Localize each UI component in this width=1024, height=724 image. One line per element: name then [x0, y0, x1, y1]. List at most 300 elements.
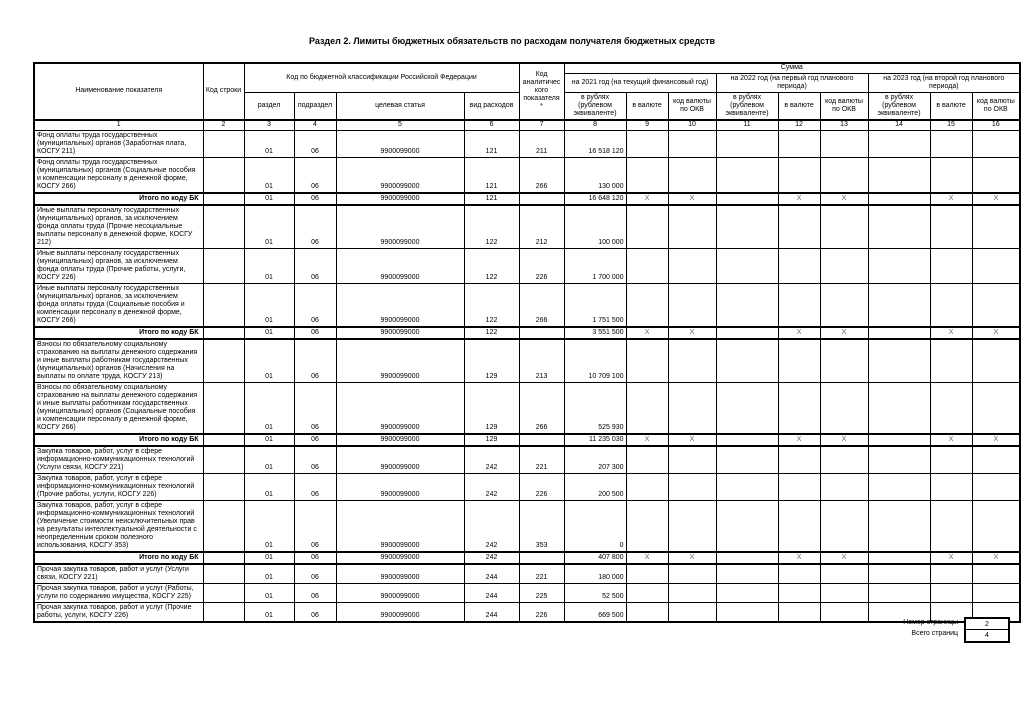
cell: 9900099000 — [336, 603, 464, 623]
cell — [716, 131, 778, 158]
cell: 242 — [464, 552, 519, 564]
cell — [930, 564, 972, 584]
cell: X — [778, 552, 820, 564]
table-row — [34, 564, 1020, 584]
cell: 3 551 500 — [564, 327, 626, 339]
header-row-numbers — [34, 120, 1020, 131]
cell: 129 — [464, 339, 519, 383]
cell — [203, 193, 244, 205]
cell — [626, 474, 668, 501]
cell — [930, 446, 972, 474]
col-header-year-2023: на 2023 год (на второй год планового периода) — [868, 73, 1020, 92]
cell: 52 500 — [564, 584, 626, 603]
col-number: 16 — [972, 120, 1020, 131]
row-name: Иные выплаты персоналу государственных (муниципальных) органов, за исключением фонда оплаты труда (Прочие работы, услуги, КОСГУ 226) — [34, 249, 203, 284]
cell: 01 — [244, 501, 294, 553]
cell — [868, 131, 930, 158]
cell: X — [972, 552, 1020, 564]
cell — [868, 249, 930, 284]
cell: 01 — [244, 564, 294, 584]
cell — [820, 501, 868, 553]
cell: 06 — [294, 158, 336, 194]
row-name: Иные выплаты персоналу государственных (муниципальных) органов, за исключением фонда оплаты труда (Социальные пособия и компенсации персоналу в денежной форме, КОСГУ 266) — [34, 284, 203, 328]
row-name: Фонд оплаты труда государственных (муниципальных) органов (Социальные пособия и компенсации персоналу в денежной форме, КОСГУ 266) — [34, 158, 203, 194]
cell — [868, 327, 930, 339]
cell — [868, 552, 930, 564]
cell: 266 — [519, 158, 564, 194]
cell: 669 500 — [564, 603, 626, 623]
cell: X — [778, 193, 820, 205]
col-header-rub-2021: в рублях (рублевом эквиваленте) — [564, 92, 626, 120]
cell — [820, 446, 868, 474]
cell — [972, 131, 1020, 158]
cell: 06 — [294, 131, 336, 158]
cell — [716, 434, 778, 446]
cell: 121 — [464, 158, 519, 194]
cell: 9900099000 — [336, 327, 464, 339]
cell — [820, 584, 868, 603]
cell — [820, 339, 868, 383]
cell — [930, 131, 972, 158]
cell: X — [972, 193, 1020, 205]
total-row-label: Итого по коду БК — [34, 434, 203, 446]
cell — [203, 564, 244, 584]
table-row — [34, 584, 1020, 603]
cell — [203, 501, 244, 553]
cell — [203, 249, 244, 284]
cell — [778, 603, 820, 623]
cell — [626, 501, 668, 553]
cell — [626, 131, 668, 158]
cell: 01 — [244, 339, 294, 383]
col-header-line-code: Код строки — [203, 63, 244, 120]
cell: 11 235 030 — [564, 434, 626, 446]
cell: 06 — [294, 584, 336, 603]
table-row — [34, 339, 1020, 383]
cell: 244 — [464, 564, 519, 584]
cell — [868, 383, 930, 435]
section-title: Раздел 2. Лимиты бюджетных обязательств по расходам получателя бюджетных средств — [308, 36, 716, 46]
cell — [203, 383, 244, 435]
cell: 10 709 100 — [564, 339, 626, 383]
col-header-year-2021: на 2021 год (на текущий финансовый год) — [564, 73, 716, 92]
cell: 06 — [294, 564, 336, 584]
col-number: 3 — [244, 120, 294, 131]
budget-limits-table — [33, 62, 1021, 623]
cell: 01 — [244, 131, 294, 158]
cell — [203, 205, 244, 249]
table-row — [34, 249, 1020, 284]
cell: 122 — [464, 205, 519, 249]
cell — [668, 339, 716, 383]
total-row — [34, 193, 1020, 205]
total-row-label: Итого по коду БК — [34, 193, 203, 205]
cell — [868, 501, 930, 553]
total-row — [34, 552, 1020, 564]
cell — [668, 158, 716, 194]
cell: 1 700 000 — [564, 249, 626, 284]
cell: 225 — [519, 584, 564, 603]
cell: 01 — [244, 552, 294, 564]
col-header-currency-2022: в валюте — [778, 92, 820, 120]
cell: X — [820, 327, 868, 339]
page-footer — [903, 617, 1010, 643]
cell: 01 — [244, 434, 294, 446]
cell — [930, 205, 972, 249]
cell — [820, 603, 868, 623]
cell — [203, 584, 244, 603]
cell — [626, 564, 668, 584]
header-row-1 — [34, 63, 1020, 73]
cell — [972, 249, 1020, 284]
table-row — [34, 131, 1020, 158]
cell — [778, 383, 820, 435]
cell — [668, 584, 716, 603]
cell: 06 — [294, 205, 336, 249]
cell — [203, 339, 244, 383]
cell: X — [972, 327, 1020, 339]
cell — [972, 339, 1020, 383]
col-header-expense-type: вид расходов — [464, 92, 519, 120]
cell: 01 — [244, 327, 294, 339]
cell — [778, 158, 820, 194]
cell: 121 — [464, 131, 519, 158]
cell: 06 — [294, 603, 336, 623]
col-number: 11 — [716, 120, 778, 131]
cell — [868, 205, 930, 249]
cell — [820, 474, 868, 501]
cell — [930, 383, 972, 435]
cell — [972, 284, 1020, 328]
cell — [203, 158, 244, 194]
col-header-currency-2021: в валюте — [626, 92, 668, 120]
cell — [930, 584, 972, 603]
cell: 9900099000 — [336, 205, 464, 249]
cell: 242 — [464, 501, 519, 553]
cell — [972, 501, 1020, 553]
row-name: Фонд оплаты труда государственных (муниципальных) органов (Заработная плата, КОСГУ 211) — [34, 131, 203, 158]
cell: 122 — [464, 249, 519, 284]
total-pages-label: Всего страниц — [911, 630, 958, 637]
col-header-analytic-code: Код аналитического показателя * — [519, 63, 564, 120]
cell — [930, 501, 972, 553]
row-name: Закупка товаров, работ, услуг в сфере информационно-коммуникационных технологий (Увеличение стоимости неисключительных прав на результаты интеллектуальной деятельности с неопределенным сроком полезного использования, КОСГУ 353) — [34, 501, 203, 553]
cell: 9900099000 — [336, 446, 464, 474]
col-number: 1 — [34, 120, 203, 131]
cell: 01 — [244, 474, 294, 501]
cell — [668, 564, 716, 584]
cell: 100 000 — [564, 205, 626, 249]
cell — [930, 339, 972, 383]
cell: 121 — [464, 193, 519, 205]
cell — [668, 249, 716, 284]
cell — [203, 434, 244, 446]
cell: 244 — [464, 584, 519, 603]
cell: 221 — [519, 446, 564, 474]
cell: 353 — [519, 501, 564, 553]
cell: 01 — [244, 193, 294, 205]
table-row — [34, 205, 1020, 249]
cell: X — [626, 193, 668, 205]
page-number-label: Номер страницы — [903, 619, 958, 626]
row-name: Взносы по обязательному социальному страхованию на выплаты денежного содержания и иные выплаты работникам государственных (муниципальных) органов (Социальные пособия и компенсации персоналу в денежной форме, КОСГУ 266) — [34, 383, 203, 435]
col-header-rub-2022: в рублях (рублевом эквиваленте) — [716, 92, 778, 120]
col-header-razdel: раздел — [244, 92, 294, 120]
table-row — [34, 446, 1020, 474]
cell: 01 — [244, 584, 294, 603]
cell — [820, 158, 868, 194]
col-number: 4 — [294, 120, 336, 131]
cell — [203, 131, 244, 158]
cell — [626, 383, 668, 435]
cell: 9900099000 — [336, 284, 464, 328]
cell — [972, 474, 1020, 501]
cell — [778, 205, 820, 249]
cell: 207 300 — [564, 446, 626, 474]
cell: 01 — [244, 603, 294, 623]
cell — [716, 584, 778, 603]
cell — [778, 474, 820, 501]
col-number: 8 — [564, 120, 626, 131]
cell — [972, 205, 1020, 249]
cell: 200 500 — [564, 474, 626, 501]
cell: X — [972, 434, 1020, 446]
cell — [716, 603, 778, 623]
cell: 266 — [519, 383, 564, 435]
total-row-label: Итого по коду БК — [34, 327, 203, 339]
cell — [868, 339, 930, 383]
cell — [716, 205, 778, 249]
col-number: 5 — [336, 120, 464, 131]
cell — [972, 584, 1020, 603]
cell: 130 000 — [564, 158, 626, 194]
cell: 06 — [294, 434, 336, 446]
cell: 16 648 120 — [564, 193, 626, 205]
cell: X — [820, 552, 868, 564]
cell — [868, 446, 930, 474]
cell: 06 — [294, 249, 336, 284]
cell: 213 — [519, 339, 564, 383]
cell: X — [668, 327, 716, 339]
cell — [868, 474, 930, 501]
col-header-podrazdel: подраздел — [294, 92, 336, 120]
cell: 01 — [244, 205, 294, 249]
cell: 06 — [294, 193, 336, 205]
col-header-bk-group: Код по бюджетной классификации Российской Федерации — [244, 63, 519, 92]
cell: 221 — [519, 564, 564, 584]
cell — [972, 564, 1020, 584]
cell: 9900099000 — [336, 474, 464, 501]
row-name: Взносы по обязательному социальному страхованию на выплаты денежного содержания и иные выплаты работникам государственных (муниципальных) органов (Начисления на выплаты по оплате труда, КОСГУ 213) — [34, 339, 203, 383]
cell — [930, 249, 972, 284]
col-header-okv-2022: код валюты по ОКВ — [820, 92, 868, 120]
cell: 9900099000 — [336, 501, 464, 553]
col-header-sum: Сумма — [564, 63, 1020, 73]
cell: 9900099000 — [336, 158, 464, 194]
cell — [972, 446, 1020, 474]
page-number-value: 2 — [966, 619, 1008, 630]
cell — [820, 284, 868, 328]
cell — [716, 383, 778, 435]
cell: 525 930 — [564, 383, 626, 435]
cell — [626, 249, 668, 284]
table-row — [34, 284, 1020, 328]
cell — [716, 158, 778, 194]
cell: 1 751 500 — [564, 284, 626, 328]
cell — [203, 552, 244, 564]
col-number: 6 — [464, 120, 519, 131]
col-number: 10 — [668, 120, 716, 131]
cell — [820, 131, 868, 158]
cell: 212 — [519, 205, 564, 249]
cell — [668, 284, 716, 328]
total-pages-value: 4 — [985, 632, 989, 639]
table-row — [34, 501, 1020, 553]
cell: 9900099000 — [336, 339, 464, 383]
total-row-label: Итого по коду БК — [34, 552, 203, 564]
cell — [519, 193, 564, 205]
cell — [716, 284, 778, 328]
cell: 9900099000 — [336, 193, 464, 205]
row-name: Прочая закупка товаров, работ и услуг (Услуги связи, КОСГУ 221) — [34, 564, 203, 584]
cell — [626, 205, 668, 249]
cell — [519, 552, 564, 564]
cell — [716, 474, 778, 501]
cell: X — [930, 552, 972, 564]
cell: 242 — [464, 474, 519, 501]
cell — [626, 158, 668, 194]
col-number: 2 — [203, 120, 244, 131]
cell — [626, 446, 668, 474]
cell: X — [668, 193, 716, 205]
cell: 9900099000 — [336, 434, 464, 446]
cell: X — [930, 193, 972, 205]
cell — [820, 205, 868, 249]
cell — [716, 193, 778, 205]
col-header-target-article: целевая статья — [336, 92, 464, 120]
cell — [778, 339, 820, 383]
cell — [668, 205, 716, 249]
cell: X — [626, 552, 668, 564]
table-body — [34, 131, 1020, 623]
cell: 226 — [519, 474, 564, 501]
cell — [972, 383, 1020, 435]
table-row — [34, 158, 1020, 194]
row-name: Закупка товаров, работ, услуг в сфере информационно-коммуникационных технологий (Услуги связи, КОСГУ 221) — [34, 446, 203, 474]
cell: 9900099000 — [336, 552, 464, 564]
cell — [972, 158, 1020, 194]
cell — [820, 383, 868, 435]
cell — [519, 327, 564, 339]
cell: X — [778, 434, 820, 446]
row-name: Закупка товаров, работ, услуг в сфере информационно-коммуникационных технологий (Прочие работы, услуги, КОСГУ 226) — [34, 474, 203, 501]
cell — [203, 603, 244, 623]
cell: 244 — [464, 603, 519, 623]
col-header-currency-2023: в валюте — [930, 92, 972, 120]
cell — [716, 327, 778, 339]
table-row — [34, 383, 1020, 435]
col-header-okv-2021: код валюты по ОКВ — [668, 92, 716, 120]
cell: 06 — [294, 284, 336, 328]
cell: 16 518 120 — [564, 131, 626, 158]
col-number: 9 — [626, 120, 668, 131]
cell: 242 — [464, 446, 519, 474]
cell — [868, 158, 930, 194]
row-name: Прочая закупка товаров, работ и услуг (Работы, услуги по содержанию имущества, КОСГУ 225) — [34, 584, 203, 603]
table-row — [34, 603, 1020, 623]
cell: 0 — [564, 501, 626, 553]
col-number: 14 — [868, 120, 930, 131]
col-number: 7 — [519, 120, 564, 131]
cell — [203, 446, 244, 474]
cell — [626, 284, 668, 328]
cell: X — [930, 434, 972, 446]
cell — [930, 284, 972, 328]
cell — [716, 249, 778, 284]
cell — [868, 284, 930, 328]
col-header-year-2022: на 2022 год (на первый год планового периода) — [716, 73, 868, 92]
cell — [716, 564, 778, 584]
cell: 06 — [294, 383, 336, 435]
total-row — [34, 327, 1020, 339]
cell — [668, 474, 716, 501]
cell — [778, 446, 820, 474]
cell — [930, 474, 972, 501]
cell: 129 — [464, 434, 519, 446]
page-counter-box — [964, 617, 1010, 643]
cell — [868, 584, 930, 603]
cell — [626, 603, 668, 623]
cell: 122 — [464, 327, 519, 339]
cell: 407 800 — [564, 552, 626, 564]
cell — [668, 446, 716, 474]
cell: 01 — [244, 284, 294, 328]
cell: 9900099000 — [336, 564, 464, 584]
cell — [820, 249, 868, 284]
cell: X — [626, 327, 668, 339]
cell — [778, 501, 820, 553]
cell — [203, 474, 244, 501]
cell: 180 000 — [564, 564, 626, 584]
cell: 226 — [519, 249, 564, 284]
cell — [868, 434, 930, 446]
cell: 01 — [244, 446, 294, 474]
cell: 06 — [294, 474, 336, 501]
col-header-rub-2023: в рублях (рублевом эквиваленте) — [868, 92, 930, 120]
cell: 06 — [294, 446, 336, 474]
cell: X — [930, 327, 972, 339]
cell: X — [820, 193, 868, 205]
cell: 129 — [464, 383, 519, 435]
col-number: 15 — [930, 120, 972, 131]
cell: 06 — [294, 501, 336, 553]
col-header-okv-2023: код валюты по ОКВ — [972, 92, 1020, 120]
cell — [778, 249, 820, 284]
cell: X — [668, 434, 716, 446]
cell — [626, 584, 668, 603]
cell: X — [778, 327, 820, 339]
cell — [203, 327, 244, 339]
cell: X — [668, 552, 716, 564]
col-number: 13 — [820, 120, 868, 131]
cell: 06 — [294, 339, 336, 383]
cell — [668, 501, 716, 553]
cell: X — [626, 434, 668, 446]
cell: 226 — [519, 603, 564, 623]
cell: 01 — [244, 158, 294, 194]
cell — [930, 158, 972, 194]
cell — [716, 552, 778, 564]
